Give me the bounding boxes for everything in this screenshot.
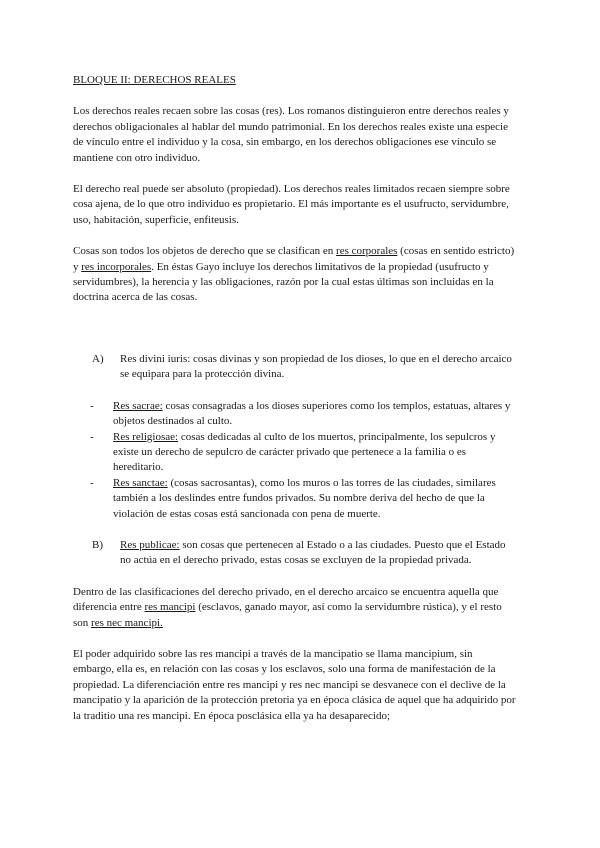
list-item-res-religiosae: - Res religiosae: cosas dedicadas al culto de los muertos, principalmente, los sepulcros y existe un derecho de sepulcro de carácter privado que pertenece a la familia o es hereditario. [90, 430, 496, 474]
term-res-religiosae: Res religiosae: [113, 430, 179, 443]
list-item-b: B) Res publicae: son cosas que pertenecen al Estado o a las ciudades. Puesto que el Estado no actúa en el derecho privado, estas cosas se excluyen de la propiedad privada. [92, 538, 506, 567]
paragraph-derechos-reales: Los derechos reales recaen sobre las cosas (res). Los romanos distinguieron entre derechos reales y derechos obligacionales al hablar del mundo patrimonial. En los derechos reales existe una especie de vínculo entre el individuo y la cosa, sin embargo, en los derechos obligaciones ese vínculo se mantiene con otro individuo. [73, 105, 509, 164]
list-item-text: Res divini iuris: cosas divinas y son propiedad de los dioses, lo que en el derecho arcaico se equipara para la protección divina. [120, 352, 512, 381]
paragraph-clasificaciones: Dentro de las clasificaciones del derecho privado, en el derecho arcaico se encuentra aquella que diferencia entre res mancipi (esclavos, ganado mayor, así como la servidumbre rústica), y el resto son res nec mancipi. [73, 585, 502, 629]
list-marker: B) [92, 538, 103, 551]
list-item-res-sanctae: - Res sanctae: (cosas sacrosantas), como los muros o las torres de las ciudades, similares también a los deslindes entre fundos privados. Su nombre deriva del hecho de que la violación de estas cosas está sancionada con pena de muerte. [90, 476, 496, 520]
paragraph-derecho-real: El derecho real puede ser absoluto (propiedad). Los derechos reales limitados recaen siempre sobre cosa ajena, de lo que otro individuo es propietario. El más importante es el usufructo, servidumbre, uso, habitación, superficie, enfiteusis. [73, 183, 510, 226]
list-marker: A) [92, 352, 104, 365]
page-title: BLOQUE II: DERECHOS REALES [73, 74, 236, 86]
list-marker: - [90, 476, 94, 489]
list-item-a [92, 352, 516, 383]
term-res-incorporales: res incorporales [81, 260, 152, 273]
list-marker: - [90, 430, 94, 443]
term-res-sacrae: Res sacrae: [113, 399, 163, 412]
term-res-mancipi: res mancipi [144, 601, 196, 614]
list-marker: - [90, 399, 94, 412]
term-res-publicae: Res publicae: [120, 538, 180, 551]
term-res-sanctae: Res sanctae: [113, 476, 168, 489]
term-res-nec-mancipi: res nec mancipi. [91, 616, 163, 629]
paragraph-mancipium: El poder adquirido sobre las res mancipi a través de la mancipatio se llama mancipium, sin embargo, ella es, en relación con las cosas y los esclavos, solo una forma de manifestación de la propiedad. La diferenciación entre res mancipi y res nec mancipi se desvanece con el declive de la mancipatio y la aparición de la protección pretoria ya en época clásica de aquel que ha adquirido por la traditio una res mancipi. En época posclásica ella ya ha desaparecido; [73, 647, 516, 722]
term-res-corporales: res corporales [336, 245, 398, 258]
paragraph-cosas: Cosas son todos los objetos de derecho que se clasifican en res corporales (cosas en sentido estricto) y res incorporales. En éstas Gayo incluye los derechos limitativos de la propiedad (usufructo y servidumbres), la herencia y las obligaciones, razón por la cual estas últimas son incluidas en la doctrina acerca de las cosas. [73, 245, 515, 304]
list-item-res-sacrae: - Res sacrae: cosas consagradas a los dioses superiores como los templos, estatuas, altares y objetos destinados al culto. [90, 399, 511, 428]
